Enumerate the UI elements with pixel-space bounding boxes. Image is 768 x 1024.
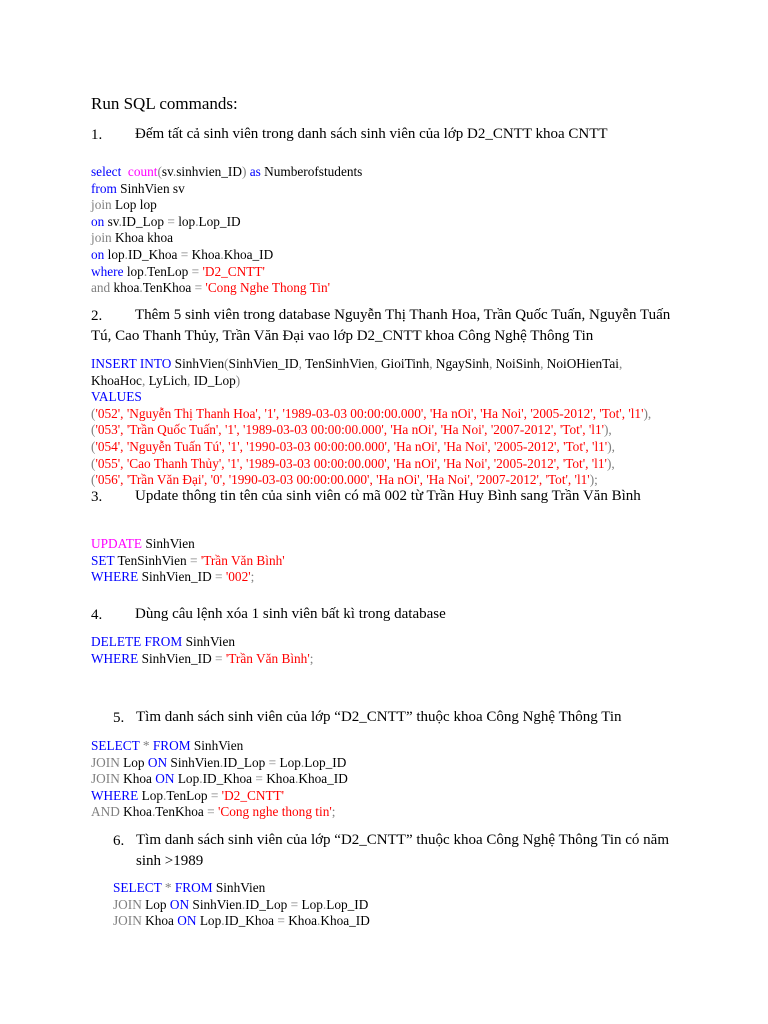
code-token: '052', 'Nguyễn Thị Thanh Hoa', '1', '1989-03-03 00:00:00.000', 'Ha nOi', 'Ha Noi', '2005-2012', 'Tot', 'l1' xyxy=(95,405,644,421)
code-line xyxy=(91,356,651,373)
code-token: ), xyxy=(643,405,652,421)
code-token: JOIN xyxy=(91,754,124,770)
code-token: Khoa xyxy=(145,913,178,929)
code-token: ID_Lop xyxy=(193,372,236,388)
code-token: khoa xyxy=(113,280,140,296)
code-line xyxy=(113,913,370,930)
section-5-number: 5. xyxy=(113,710,125,726)
code-token: sv xyxy=(107,213,119,229)
code-line xyxy=(91,771,348,788)
code-token: WHERE xyxy=(91,569,142,585)
code-token: . xyxy=(219,754,224,770)
code-line xyxy=(91,738,348,755)
code-token: = xyxy=(167,213,179,229)
code-token: 'Cong Nghe Thong Tin' xyxy=(205,280,331,296)
code-token: ), xyxy=(604,422,612,438)
code-line xyxy=(91,456,651,473)
code-token: , xyxy=(141,372,149,388)
code-token: SinhVien xyxy=(174,356,225,371)
code-token: FROM xyxy=(152,738,194,753)
code-token: * xyxy=(142,738,153,753)
code-token: ( xyxy=(91,405,96,421)
code-token: SinhVien_ID xyxy=(228,356,299,371)
code-token: TenSinhVien xyxy=(117,552,190,568)
code-token: * xyxy=(164,880,175,895)
code-line xyxy=(91,422,651,439)
code-token: Lop xyxy=(301,896,323,912)
code-token: INSERT INTO xyxy=(91,356,175,371)
code-token: = xyxy=(194,280,206,296)
code-token: = xyxy=(191,263,203,279)
code-token: ID_Khoa xyxy=(224,913,278,929)
code-token: Khoa khoa xyxy=(115,230,173,246)
code-token: TenLop xyxy=(147,263,192,279)
code-token: ), xyxy=(607,438,615,454)
code-token: ; xyxy=(309,650,314,666)
code-token: '054', 'Nguyễn Tuấn Tú', '1', '1990-03-03 00:00:00.000', 'Ha nOi', 'Ha Noi', '2005-2012', 'Tot', 'l1' xyxy=(95,438,608,454)
code-token: sinhvien_ID xyxy=(176,164,242,179)
code-token: TenSinhVien xyxy=(305,356,375,371)
code-token: JOIN xyxy=(113,913,146,929)
code-token: lop xyxy=(107,246,125,262)
code-token: . xyxy=(118,213,122,229)
code-token: ON xyxy=(177,913,200,929)
code-line xyxy=(91,280,362,297)
code-token: Numberofstudents xyxy=(264,164,363,179)
code-token: = xyxy=(180,246,192,262)
code-token: ), xyxy=(606,455,615,471)
code-token: . xyxy=(322,896,327,912)
code-token: ( xyxy=(91,438,96,454)
code-token: Khoa xyxy=(191,246,221,262)
code-token: ); xyxy=(589,472,598,488)
code-token: . xyxy=(139,280,143,296)
code-token: . xyxy=(172,164,177,179)
code-line xyxy=(91,804,348,821)
code-token: ; xyxy=(250,569,255,585)
page-title: Run SQL commands: xyxy=(91,94,238,113)
section-4-code xyxy=(91,634,313,667)
code-token: SinhVien sv xyxy=(120,180,185,196)
code-token: JOIN xyxy=(113,896,146,912)
code-token: 'D2_CNTT' xyxy=(202,263,265,279)
code-token: Lop xyxy=(177,771,200,787)
code-token: VALUES xyxy=(91,389,142,405)
code-token: . xyxy=(241,896,246,912)
code-token: Lop xyxy=(145,896,170,912)
code-token: sv xyxy=(161,164,173,179)
section-1-code xyxy=(91,164,362,297)
code-token: ( xyxy=(157,164,162,179)
code-token: ID_Lop xyxy=(121,213,168,229)
code-line xyxy=(91,264,362,281)
code-token: . xyxy=(163,787,167,803)
code-token: '055', 'Cao Thanh Thủy', '1', '1989-03-03 00:00:00.000', 'Ha nOi', 'Ha Noi', '2005-2012', 'Tot', 'l1' xyxy=(95,455,607,471)
code-token: '002' xyxy=(225,569,251,585)
code-token: SELECT xyxy=(91,738,143,753)
code-token: Lop_ID xyxy=(326,896,369,912)
code-token: lop xyxy=(178,213,196,229)
code-line xyxy=(91,373,651,390)
code-line xyxy=(91,406,651,423)
code-token: WHERE xyxy=(91,787,142,803)
code-token: 'Trần Văn Bình' xyxy=(200,552,285,568)
code-token: , xyxy=(618,356,623,371)
code-token: ( xyxy=(91,472,96,488)
code-token: ID_Khoa xyxy=(202,771,256,787)
code-token: Khoa_ID xyxy=(223,246,274,262)
code-token: 'Cong nghe thong tin' xyxy=(217,804,332,820)
code-token: on xyxy=(91,213,108,229)
section-2-number: 2. xyxy=(91,308,103,324)
code-token: 'D2_CNTT' xyxy=(221,787,285,803)
code-line xyxy=(91,634,313,651)
code-line xyxy=(113,897,370,914)
code-token: SinhVien xyxy=(170,754,220,770)
code-token: where xyxy=(91,263,127,279)
code-line xyxy=(91,164,362,181)
code-token: select xyxy=(91,164,128,179)
code-token: Khoa_ID xyxy=(320,913,370,929)
section-6-code xyxy=(113,880,370,930)
code-line xyxy=(91,214,362,231)
code-token: 'Trần Văn Bình' xyxy=(225,650,310,666)
code-token: TenKhoa xyxy=(142,280,195,296)
code-token: Lop xyxy=(279,754,301,770)
code-token: ID_Lop xyxy=(245,896,291,912)
section-1-heading: Đếm tất cả sinh viên trong danh sách sinh viên của lớp D2_CNTT khoa CNTT xyxy=(135,126,608,142)
code-token: . xyxy=(317,913,321,929)
section-2-code xyxy=(91,356,651,489)
code-token: NgaySinh xyxy=(435,356,490,371)
code-token: Khoa xyxy=(123,771,156,787)
code-token: ) xyxy=(241,164,250,179)
section-4-number: 4. xyxy=(91,607,103,623)
code-token: ( xyxy=(91,422,96,438)
code-token: SELECT xyxy=(113,880,165,895)
code-token: WHERE xyxy=(91,650,142,666)
code-line xyxy=(91,651,313,668)
code-token: JOIN xyxy=(91,771,124,787)
code-line xyxy=(91,389,651,406)
code-token: . xyxy=(195,213,199,229)
code-line xyxy=(91,439,651,456)
code-token: Khoa xyxy=(266,771,296,787)
section-6-number: 6. xyxy=(113,833,125,849)
code-token: ; xyxy=(331,804,336,820)
code-token: Khoa xyxy=(123,804,152,820)
code-token: Lop xyxy=(123,754,148,770)
code-token: on xyxy=(91,246,108,262)
code-token: . xyxy=(124,246,128,262)
code-token: NoiOHienTai xyxy=(546,356,619,371)
code-token: = xyxy=(290,896,302,912)
code-token: , xyxy=(429,356,436,371)
code-token: as xyxy=(249,164,265,179)
code-token: SinhVien xyxy=(215,880,266,895)
code-line xyxy=(113,880,370,897)
code-token: = xyxy=(215,650,226,666)
code-token: . xyxy=(221,913,225,929)
code-token: DELETE FROM xyxy=(91,634,186,649)
code-token: ( xyxy=(91,455,96,471)
code-token: SinhVien_ID xyxy=(141,569,216,585)
code-token: . xyxy=(151,804,156,820)
code-line xyxy=(91,247,362,264)
code-line xyxy=(91,569,285,586)
code-token: . xyxy=(143,263,148,279)
code-token: , xyxy=(540,356,547,371)
code-token: Khoa xyxy=(288,913,318,929)
code-token: ID_Khoa xyxy=(127,246,181,262)
code-token: LyLich xyxy=(148,372,188,388)
code-line xyxy=(91,553,285,570)
section-6-heading: Tìm danh sách sinh viên của lớp “D2_CNTT” thuộc khoa Công Nghệ Thông Tin có năm sinh >1989 xyxy=(136,832,669,869)
code-token: = xyxy=(210,787,222,803)
code-token: SinhVien xyxy=(193,738,244,753)
code-token: = xyxy=(190,552,201,568)
code-token: FROM xyxy=(174,880,216,895)
code-token: . xyxy=(199,771,203,787)
code-token: SinhVien xyxy=(145,536,195,551)
code-token: and xyxy=(91,280,114,296)
code-line xyxy=(91,536,285,553)
code-token: = xyxy=(255,771,267,787)
code-token: ( xyxy=(224,356,229,371)
section-3-number: 3. xyxy=(91,489,103,505)
code-token: ID_Lop xyxy=(223,754,269,770)
code-token: Lop lop xyxy=(115,197,157,213)
code-token: '053', 'Trần Quốc Tuấn', '1', '1989-03-03 00:00:00.000', 'Ha nOi', 'Ha Noi', '2007-2012', 'Tot', 'l1' xyxy=(95,422,604,438)
code-token: Lop_ID xyxy=(304,754,347,770)
code-token: , xyxy=(298,356,306,371)
section-1-number: 1. xyxy=(91,127,103,143)
section-5-heading: Tìm danh sách sinh viên của lớp “D2_CNTT” thuộc khoa Công Nghệ Thông Tin xyxy=(136,709,622,725)
code-token: = xyxy=(277,913,289,929)
section-2-heading: Thêm 5 sinh viên trong database Nguyễn Thị Thanh Hoa, Trần Quốc Tuấn, Nguyễn Tuấn Tú, Cao Thanh Thủy, Trần Văn Đại vao lớp D2_CNTT khoa Công Nghệ Thông Tin xyxy=(91,307,671,344)
code-token: . xyxy=(220,246,224,262)
code-token: , xyxy=(187,372,194,388)
code-token: SET xyxy=(91,552,118,568)
code-token: from xyxy=(91,180,121,196)
code-token: NoiSinh xyxy=(495,356,541,371)
section-3-heading: Update thông tin tên của sinh viên có mã 002 từ Trần Huy Bình sang Trần Văn Bình xyxy=(135,488,641,504)
code-token: Khoa_ID xyxy=(298,771,348,787)
code-token: . xyxy=(300,754,305,770)
code-token: AND xyxy=(91,804,124,820)
code-token: TenLop xyxy=(166,787,211,803)
code-token: SinhVien_ID xyxy=(141,650,216,666)
code-token: . xyxy=(295,771,299,787)
code-token: , xyxy=(374,356,381,371)
code-token: = xyxy=(207,804,218,820)
code-token: TenKhoa xyxy=(155,804,208,820)
code-token: ON xyxy=(147,754,171,770)
code-token: = xyxy=(268,754,280,770)
code-token: Lop xyxy=(199,913,222,929)
code-token: lop xyxy=(126,263,144,279)
section-4-heading: Dùng câu lệnh xóa 1 sinh viên bất kì trong database xyxy=(135,606,446,622)
code-token: UPDATE xyxy=(91,536,146,551)
code-token: count xyxy=(127,164,158,179)
code-line xyxy=(91,230,362,247)
code-line xyxy=(91,197,362,214)
code-token: join xyxy=(91,230,116,246)
code-token: Lop_ID xyxy=(198,213,241,229)
code-token: SinhVien xyxy=(192,896,242,912)
section-5-code xyxy=(91,738,348,821)
code-token: GioiTinh xyxy=(380,356,430,371)
code-token: join xyxy=(91,197,116,213)
code-token: ON xyxy=(169,896,193,912)
code-token: Lop xyxy=(141,787,164,803)
code-token: ON xyxy=(155,771,178,787)
section-3-code xyxy=(91,536,285,586)
code-token: '056', 'Trần Văn Đại', '0', '1990-03-03 00:00:00.000', 'Ha nOi', 'Ha Noi', '2007-2012', 'Tot', 'l1' xyxy=(95,472,590,488)
code-line xyxy=(91,755,348,772)
code-token: KhoaHoc xyxy=(91,372,142,388)
code-token: ) xyxy=(235,372,241,388)
code-token: SinhVien xyxy=(185,634,235,649)
code-line xyxy=(91,181,362,198)
code-line xyxy=(91,788,348,805)
code-token: = xyxy=(215,569,226,585)
code-token: , xyxy=(489,356,496,371)
